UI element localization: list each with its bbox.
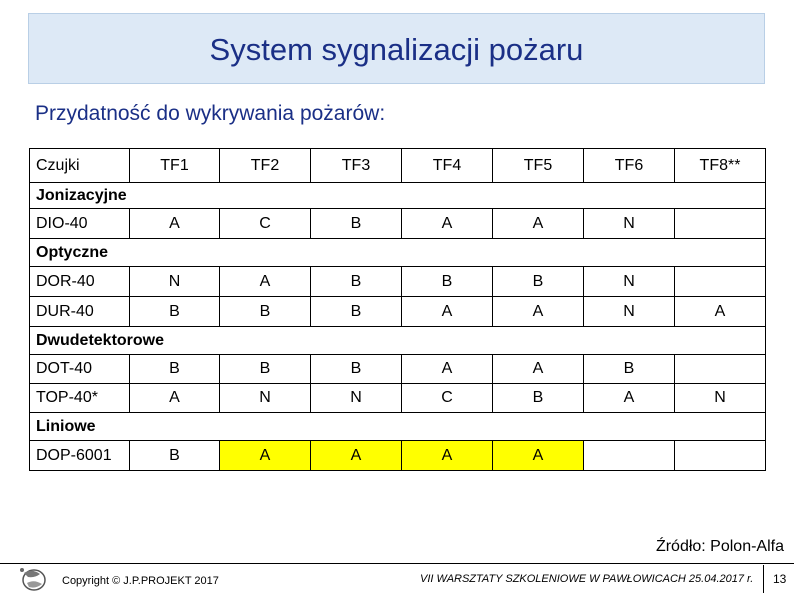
table-header-row (30, 149, 766, 183)
table-cell (675, 441, 766, 471)
table-cell: N (220, 384, 311, 413)
table-cell: B (220, 355, 311, 384)
row-label: DOP-6001 (30, 441, 130, 471)
workshop-caption: VII WARSZTATY SZKOLENIOWE W PAWŁOWICACH 25.04.2017 r. (420, 573, 754, 585)
table-row (30, 267, 766, 297)
table-cell: N (584, 267, 675, 297)
table-cell: B (311, 355, 402, 384)
table-cell: B (311, 297, 402, 327)
table-cell: B (311, 267, 402, 297)
header-cell: TF8** (675, 149, 766, 183)
company-logo-icon (18, 565, 48, 593)
table-cell: B (493, 267, 584, 297)
table-cell: A (493, 355, 584, 384)
table-row (30, 297, 766, 327)
table-row (30, 441, 766, 471)
table-cell: N (311, 384, 402, 413)
table-cell: N (584, 297, 675, 327)
table-cell: C (220, 209, 311, 239)
subtitle: Przydatność do wykrywania pożarów: (35, 102, 386, 125)
table-cell: B (402, 267, 493, 297)
table-cell-highlighted: A (402, 441, 493, 471)
group-label: Dwudetektorowe (30, 327, 766, 355)
table-cell: A (584, 384, 675, 413)
table-cell: C (402, 384, 493, 413)
header-cell: Czujki (30, 149, 130, 183)
table-cell: A (675, 297, 766, 327)
table-cell: A (220, 267, 311, 297)
table-row (30, 384, 766, 413)
header-cell: TF4 (402, 149, 493, 183)
title-banner (28, 13, 765, 84)
table-cell: B (130, 355, 220, 384)
header-cell: TF6 (584, 149, 675, 183)
group-label: Optyczne (30, 239, 766, 267)
table-cell: N (130, 267, 220, 297)
header-cell: TF2 (220, 149, 311, 183)
table-cell-highlighted: A (493, 441, 584, 471)
table-cell (675, 267, 766, 297)
detector-suitability-table (29, 148, 766, 471)
header-cell: TF5 (493, 149, 584, 183)
table-cell: A (402, 209, 493, 239)
header-cell: TF1 (130, 149, 220, 183)
table-cell: B (220, 297, 311, 327)
row-label: DIO-40 (30, 209, 130, 239)
row-label: DUR-40 (30, 297, 130, 327)
table-row (30, 209, 766, 239)
copyright-text: Copyright © J.P.PROJEKT 2017 (62, 575, 219, 587)
table-cell-highlighted: A (220, 441, 311, 471)
page-number-divider (763, 565, 764, 593)
table-cell: B (311, 209, 402, 239)
table-cell: A (493, 297, 584, 327)
group-label: Jonizacyjne (30, 183, 766, 209)
group-row (30, 327, 766, 355)
row-label: DOR-40 (30, 267, 130, 297)
table-cell-highlighted: A (311, 441, 402, 471)
table-cell: B (130, 441, 220, 471)
row-label: TOP-40* (30, 384, 130, 413)
header-cell: TF3 (311, 149, 402, 183)
table-cell (675, 355, 766, 384)
table-cell: A (402, 355, 493, 384)
page-number: 13 (773, 572, 787, 586)
table-cell: N (584, 209, 675, 239)
group-row (30, 239, 766, 267)
source-note: Źródło: Polon-Alfa (655, 538, 784, 555)
table-cell: A (493, 209, 584, 239)
group-row (30, 413, 766, 441)
table-row (30, 355, 766, 384)
table-cell (675, 209, 766, 239)
page-title: System sygnalizacji pożaru (209, 32, 584, 67)
table-cell: B (584, 355, 675, 384)
table-cell: B (130, 297, 220, 327)
table-cell: B (493, 384, 584, 413)
footer-divider (0, 563, 794, 564)
table-cell: A (402, 297, 493, 327)
row-label: DOT-40 (30, 355, 130, 384)
table-cell: A (130, 209, 220, 239)
table-cell: A (130, 384, 220, 413)
group-row (30, 183, 766, 209)
group-label: Liniowe (30, 413, 766, 441)
table-cell: N (675, 384, 766, 413)
table-cell (584, 441, 675, 471)
